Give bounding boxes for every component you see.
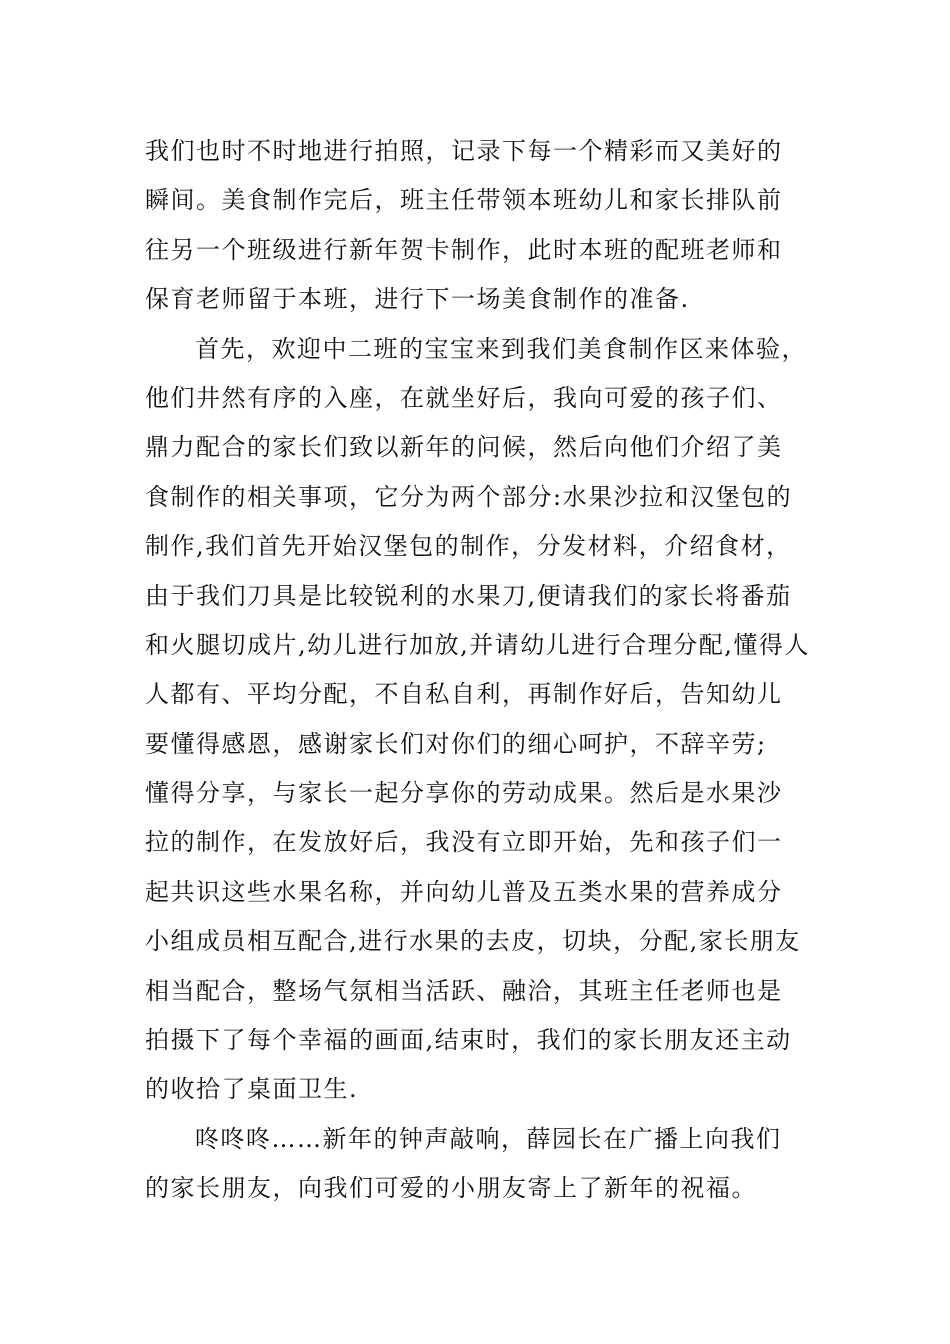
text-line: 人都有、平均分配，不自私自利，再制作好后，告知幼儿 bbox=[145, 680, 783, 709]
text-line: 拉的制作，在发放好后，我没有立即开始，先和孩子们一 bbox=[145, 828, 783, 857]
text-line: 我们也时不时地进行拍照，记录下每一个精彩而又美好的 bbox=[145, 137, 783, 165]
paragraph-first-line: 首先，欢迎中二班的宝宝来到我们美食制作区来体验， bbox=[195, 334, 807, 363]
text-line: 制作,我们首先开始汉堡包的制作，分发材料，介绍食材， bbox=[145, 532, 792, 561]
paragraph-first-line: 咚咚咚……新年的钟声敲响，薛园长在广播上向我们 bbox=[195, 1124, 782, 1153]
text-line: 和火腿切成片,幼儿进行加放,并请幼儿进行合理分配,懂得人 bbox=[145, 630, 810, 659]
text-line: 保育老师留于本班，进行下一场美食制作的准备. bbox=[145, 285, 690, 314]
text-line: 要懂得感恩，感谢家长们对你们的细心呵护，不辞辛劳; bbox=[145, 729, 767, 758]
text-line: 鼎力配合的家长们致以新年的问候，然后向他们介绍了美 bbox=[145, 433, 783, 462]
text-line: 的收拾了桌面卫生. bbox=[145, 1075, 359, 1104]
text-line: 由于我们刀具是比较锐利的水果刀,便请我们的家长将番茄 bbox=[145, 581, 792, 610]
text-line: 的家长朋友，向我们可爱的小朋友寄上了新年的祝福。 bbox=[145, 1174, 757, 1203]
text-line: 拍摄下了每个幸福的画面,结束时，我们的家长朋友还主动 bbox=[145, 1026, 792, 1055]
text-line: 起共识这些水果名称，并向幼儿普及五类水果的营养成分 bbox=[145, 877, 783, 906]
text-line: 食制作的相关事项，它分为两个部分:水果沙拉和汉堡包的 bbox=[145, 482, 793, 511]
text-line: 瞬间。美食制作完后，班主任带领本班幼儿和家长排队前 bbox=[145, 186, 783, 215]
text-line: 小组成员相互配合,进行水果的去皮，切块，分配,家长朋友 bbox=[145, 927, 801, 956]
text-line: 懂得分享，与家长一起分享你的劳动成果。然后是水果沙 bbox=[145, 779, 783, 808]
body-text bbox=[145, 127, 815, 1214]
text-line: 他们井然有序的入座，在就坐好后，我向可爱的孩子们、 bbox=[145, 383, 783, 412]
text-line: 相当配合，整场气氛相当活跃、融洽，其班主任老师也是 bbox=[145, 976, 783, 1005]
text-line: 往另一个班级进行新年贺卡制作，此时本班的配班老师和 bbox=[145, 235, 783, 264]
